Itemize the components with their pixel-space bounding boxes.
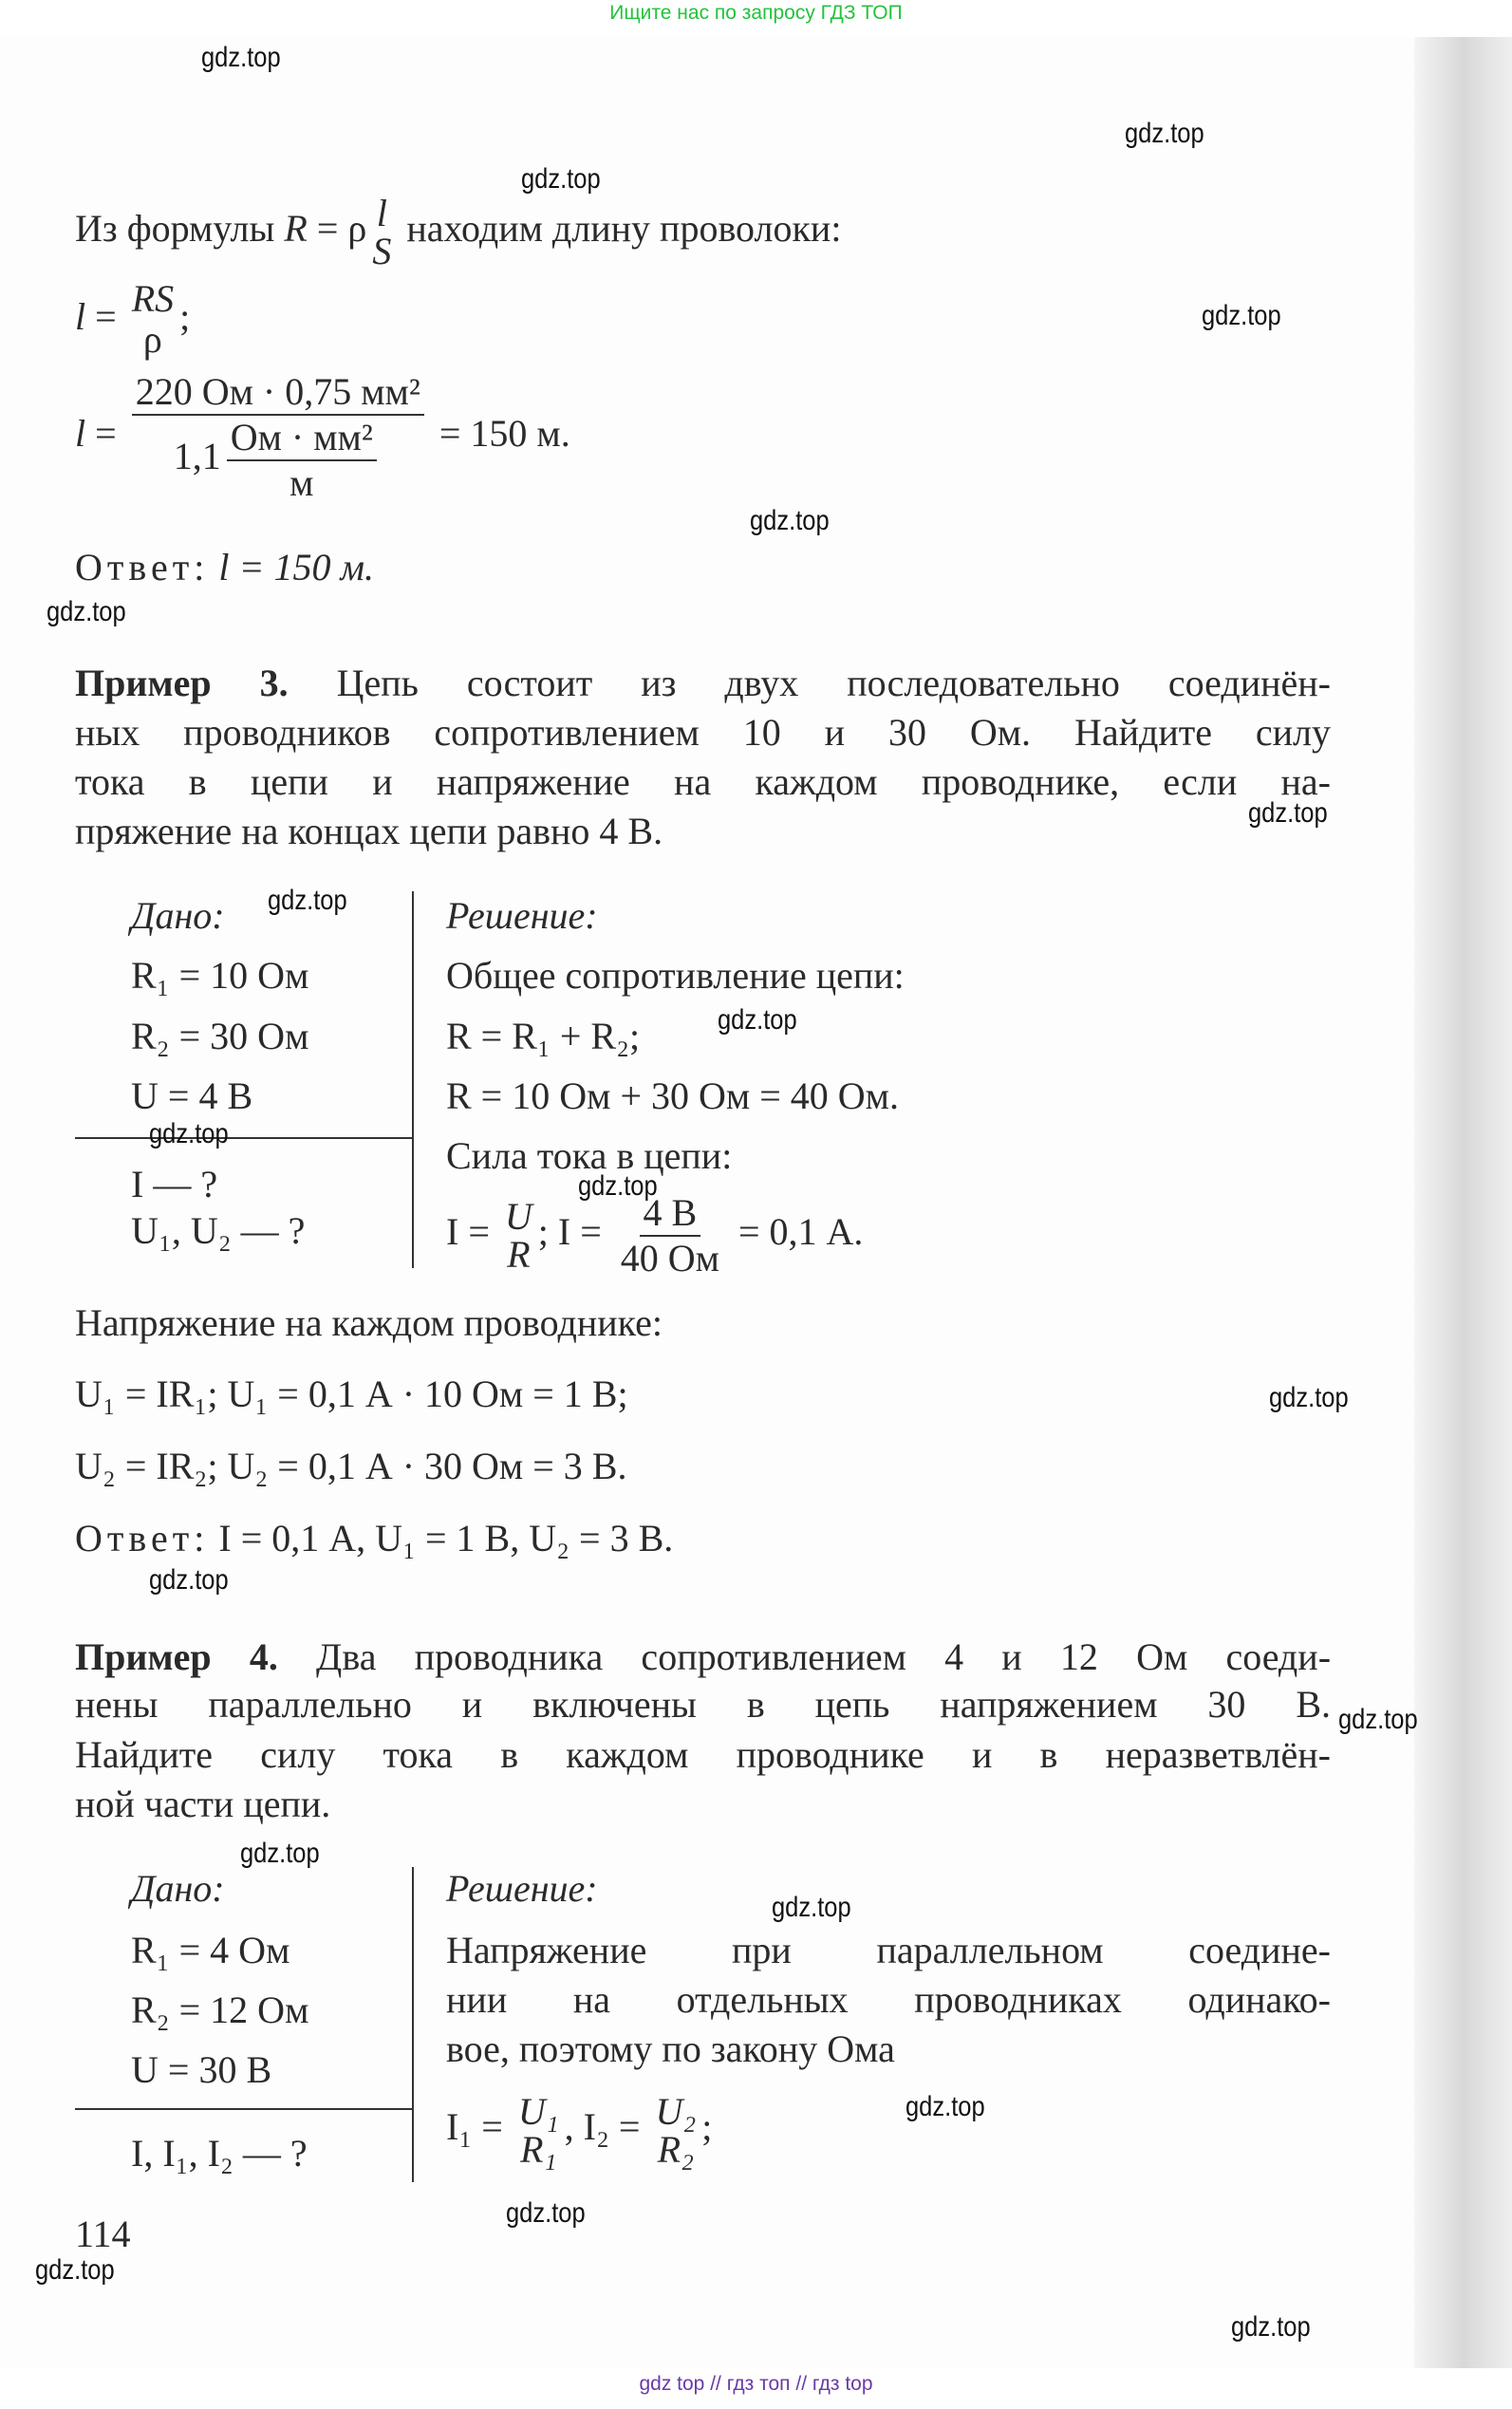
watermark: gdz.top <box>905 2091 985 2122</box>
given-label: Дано: <box>131 1867 225 1910</box>
watermark: gdz.top <box>149 1564 229 1596</box>
watermark: gdz.top <box>506 2197 586 2229</box>
solution-line: Общее сопротивление цепи: <box>446 954 905 997</box>
solution-line: Сила тока в цепи: <box>446 1134 733 1177</box>
find-item: I — ? <box>131 1163 218 1205</box>
watermark: gdz.top <box>35 2254 115 2286</box>
solution-label: Решение: <box>446 1867 598 1910</box>
example4-line: Пример 4. Два проводника сопротивлением 4 и 12 Ом соеди- <box>75 1635 1332 1678</box>
example4-line: нены параллельно и включены в цепь напряжением 30 В. <box>75 1683 1331 1726</box>
solution-line: R = 10 Ом + 30 Ом = 40 Ом. <box>446 1074 899 1117</box>
top-note: Ищите нас по запросу ГДЗ ТОП <box>609 2 903 24</box>
intro-line: Из формулы R = ρ l S находим длину проволоки: <box>75 192 842 272</box>
given-item: U = 4 В <box>131 1074 253 1117</box>
watermark: gdz.top <box>750 505 830 536</box>
watermark: gdz.top <box>521 163 601 195</box>
given-label: Дано: <box>131 894 225 937</box>
given-item: R₁ = 4 Ом <box>131 1929 290 1971</box>
watermark: gdz.top <box>268 885 347 916</box>
watermark: gdz.top <box>578 1170 658 1202</box>
solution-label: Решение: <box>446 894 598 937</box>
answer-2: Ответ: I = 0,1 А, U₁ = 1 В, U₂ = 3 В. <box>75 1517 674 1559</box>
formula-line: U₁ = IR₁; U₁ = 0,1 А · 10 Ом = 1 В; <box>75 1373 628 1415</box>
watermark: gdz.top <box>1269 1382 1349 1413</box>
ohm-formula: I = U R ; I = 4 В 40 Ом = 0,1 А. <box>446 1191 864 1279</box>
watermark: gdz.top <box>718 1004 797 1036</box>
find-item: U₁, U₂ — ? <box>131 1209 306 1252</box>
divider <box>75 1137 412 1139</box>
watermark: gdz.top <box>1338 1704 1418 1735</box>
solution-line: Напряжение при параллельном соедине- <box>446 1929 1331 1971</box>
watermark: gdz.top <box>1202 300 1281 331</box>
example4-line: ной части цепи. <box>75 1783 331 1825</box>
watermark: gdz.top <box>772 1892 851 1923</box>
find-item: I, I₁, I₂ — ? <box>131 2132 308 2175</box>
given-item: R₂ = 12 Ом <box>131 1989 309 2031</box>
ohm-formula: I₁ = U₁ R₁ , I₂ = U₂ R₂ ; <box>446 2090 713 2171</box>
page-number: 114 <box>75 2213 131 2255</box>
given-item: U = 30 В <box>131 2048 272 2091</box>
formula-line: U₂ = IR₂; U₂ = 0,1 А · 30 Ом = 3 В. <box>75 1445 627 1487</box>
watermark: gdz.top <box>1231 2311 1311 2343</box>
text-line: Напряжение на каждом проводнике: <box>75 1301 663 1344</box>
example3-line: тока в цепи и напряжение на каждом проводнике, если на- <box>75 760 1331 803</box>
given-item: R₂ = 30 Ом <box>131 1015 309 1057</box>
watermark: gdz.top <box>240 1838 320 1869</box>
divider <box>412 1867 414 2182</box>
page-binding-shadow <box>1414 37 1512 2368</box>
example3-line: ных проводников сопротивлением 10 и 30 Ом. Найдите силу <box>75 711 1331 754</box>
watermark: gdz.top <box>149 1118 229 1149</box>
example4-line: Найдите силу тока в каждом проводнике и в неразветвлён- <box>75 1733 1331 1776</box>
divider <box>75 2108 412 2110</box>
example3-line: пряжение на концах цепи равно 4 В. <box>75 810 663 852</box>
watermark: gdz.top <box>47 596 126 627</box>
divider <box>412 891 414 1268</box>
given-item: R₁ = 10 Ом <box>131 954 309 997</box>
solution-line: нии на отдельных проводниках одинако- <box>446 1978 1331 2021</box>
formula-l-calc: l = 220 Ом · 0,75 мм² 1,1 Ом · мм² м = 150 м. <box>75 370 570 504</box>
answer-1: Ответ: l = 150 м. <box>75 546 375 588</box>
footer-links[interactable]: gdz top // гдз топ // гдз top <box>639 2373 873 2395</box>
watermark: gdz.top <box>1125 118 1204 149</box>
watermark: gdz.top <box>1248 797 1328 829</box>
formula-l: l = RS ρ ; <box>75 277 191 361</box>
solution-line: R = R₁ + R₂; <box>446 1015 641 1057</box>
solution-line: вое, поэтому по закону Ома <box>446 2027 895 2070</box>
watermark: gdz.top <box>201 42 281 73</box>
example3-line: Пример 3. Цепь состоит из двух последовательно соединён- <box>75 662 1331 704</box>
